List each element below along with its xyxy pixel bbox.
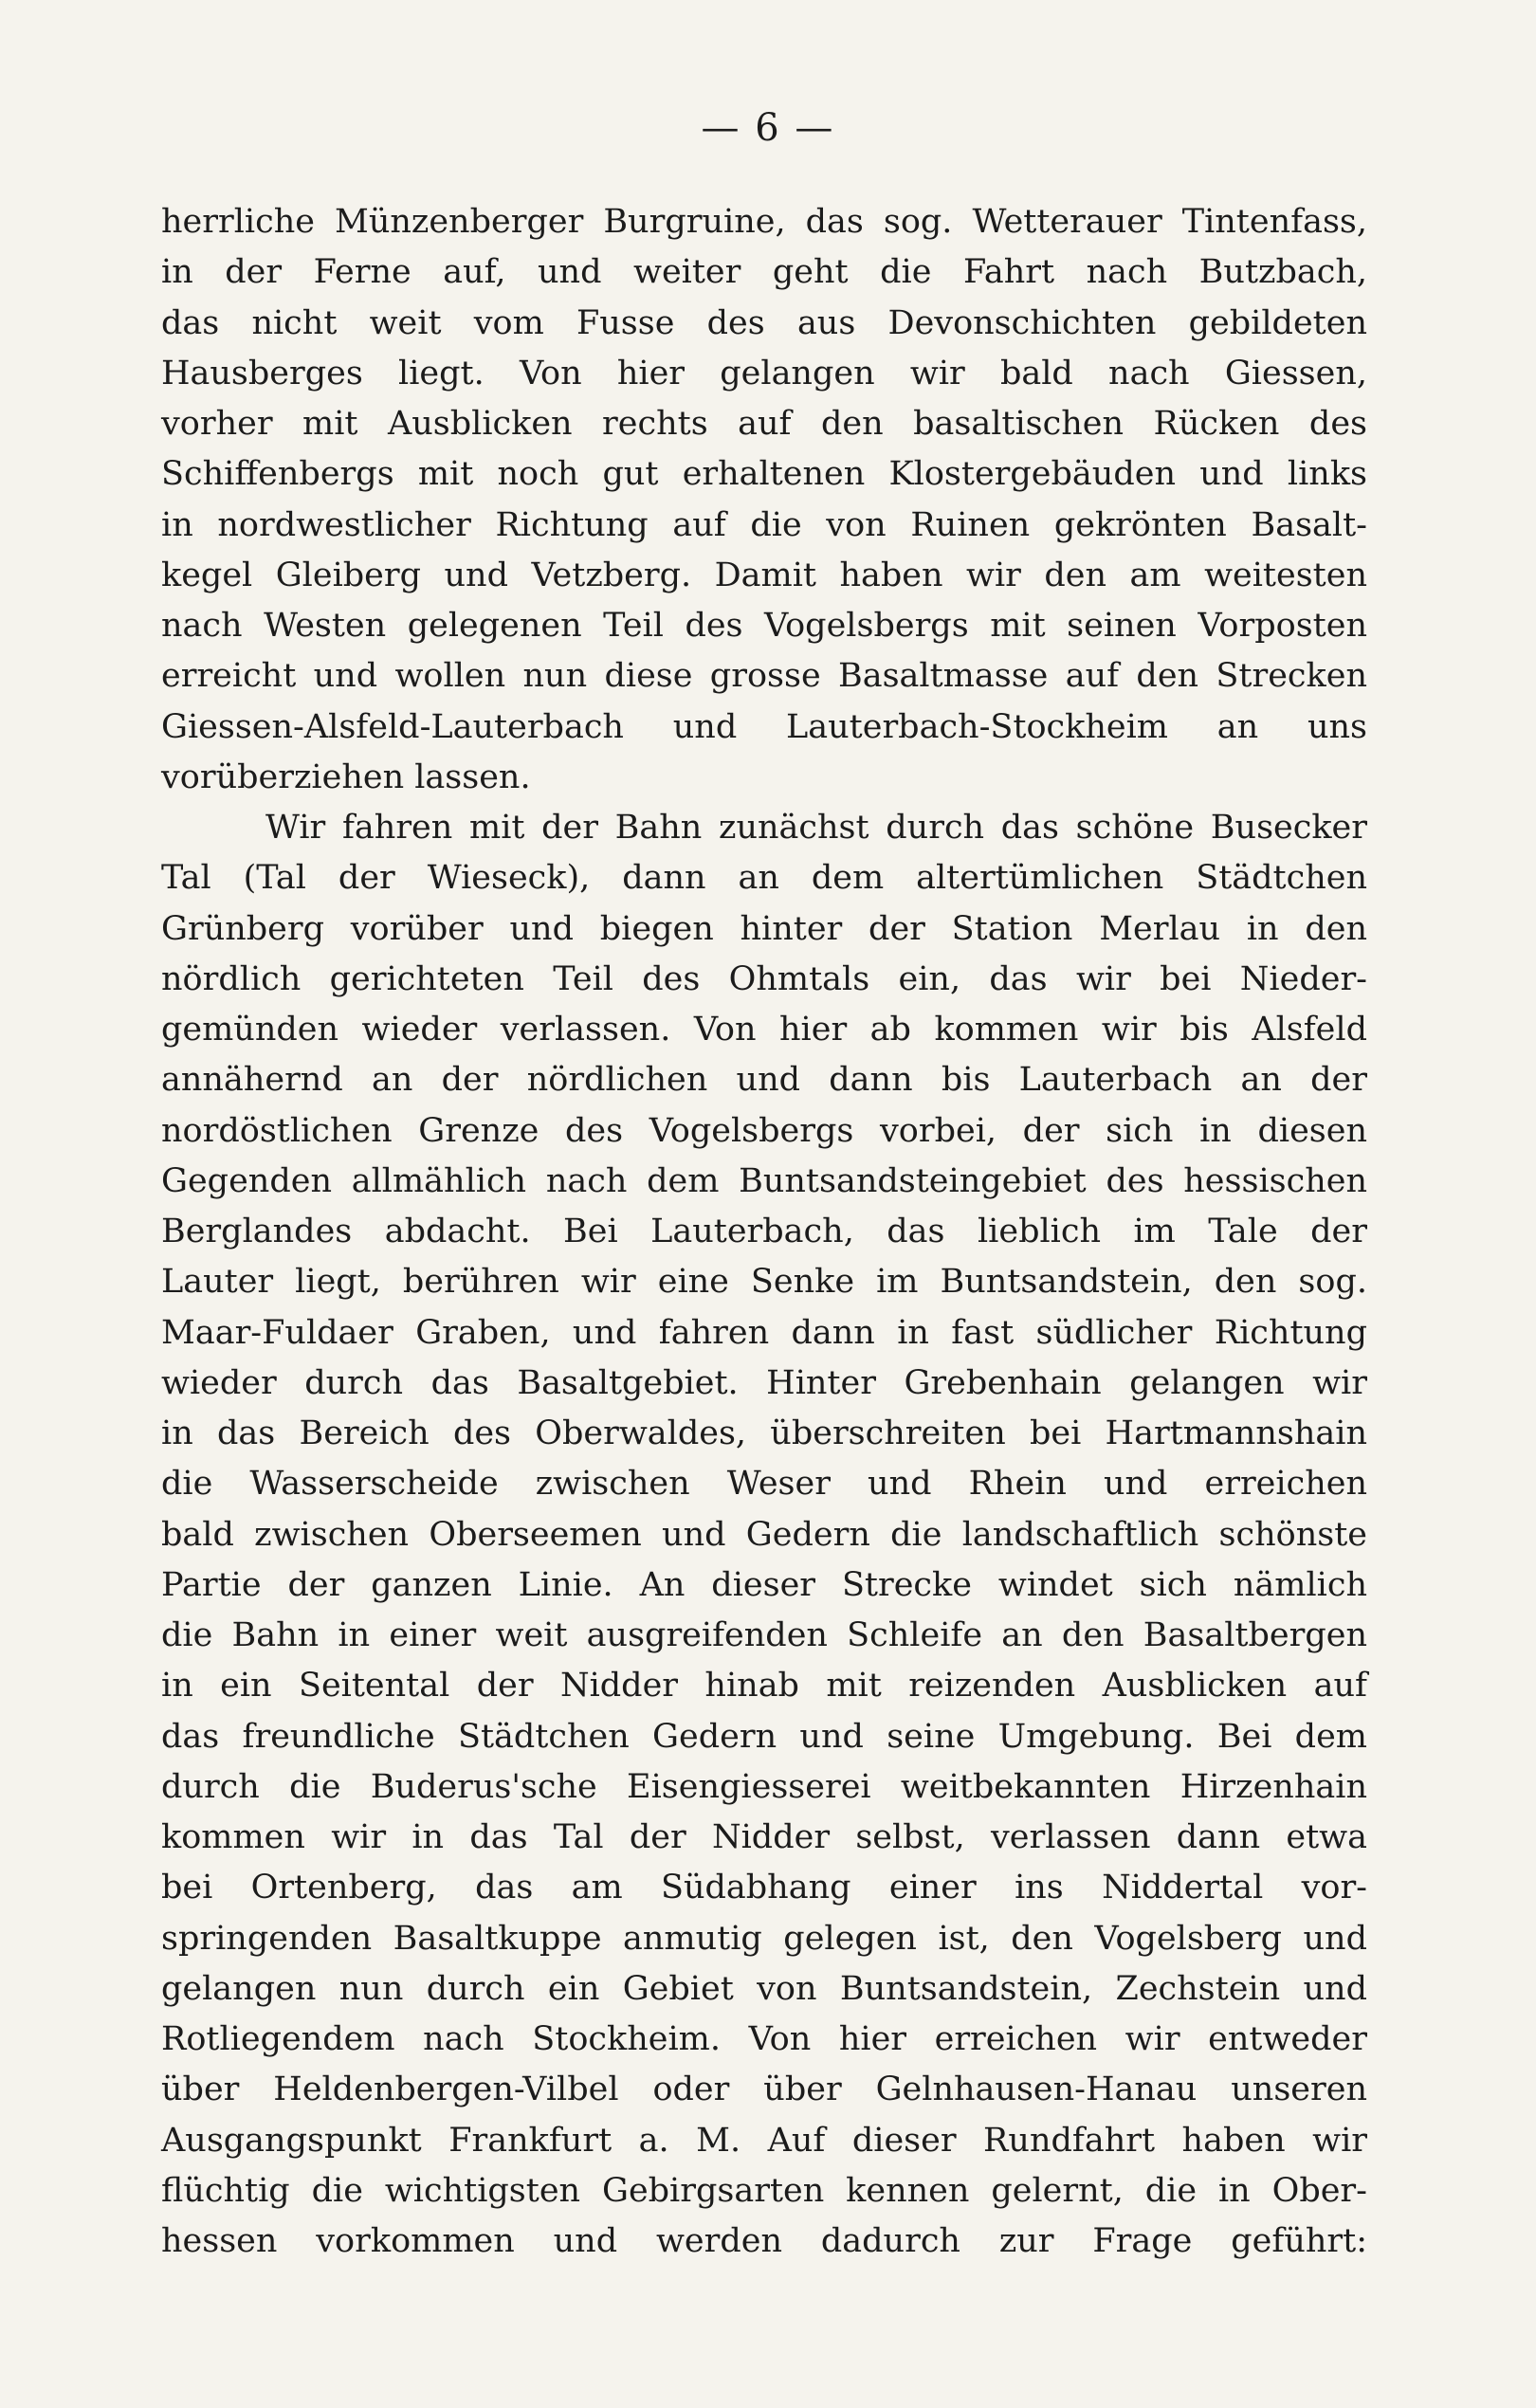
text-line: Ausgangspunkt Frankfurt a. M. Auf dieser Rundfahrt haben wir [161,2121,1367,2160]
text-line: erreicht und wollen nun diese grosse Basaltmasse auf den Strecken [161,657,1367,696]
text-line: kommen wir in das Tal der Nidder selbst, verlassen dann etwa [161,1818,1367,1856]
text-line: durch die Buderus'sche Eisengiesserei weitbekannten Hirzenhain [161,1767,1367,1806]
text-line: gelangen nun durch ein Gebiet von Buntsandstein, Zechstein und [161,1969,1367,2008]
text-line: Berglandes abdacht. Bei Lauterbach, das lieblich im Tale der [161,1213,1367,1250]
text-line: springenden Basaltkuppe anmutig gelegen ist, den Vogelsberg und [161,1919,1367,1958]
text-line: vorüberziehen lassen. [161,757,531,796]
text-line: bei Ortenberg, das am Südabhang einer ins Niddertal vor- [161,1869,1367,1907]
text-line: das freundliche Städtchen Gedern und seine Umgebung. Bei dem [161,1717,1367,1756]
text-line: die Wasserscheide zwischen Weser und Rhein und erreichen [161,1465,1367,1504]
text-line: Tal (Tal der Wieseck), dann an dem altertümlichen Städtchen [161,859,1367,898]
text-line: in das Bereich des Oberwaldes, überschreiten bei Hartmannshain [161,1414,1367,1452]
text-line: das nicht weit vom Fusse des aus Devonschichten gebildeten [161,303,1367,342]
text-line: in ein Seitental der Nidder hinab mit reizenden Ausblicken auf [161,1667,1367,1706]
text-line: kegel Gleiberg und Vetzberg. Damit haben wir den am weitesten [161,556,1367,594]
text-line: bald zwischen Oberseemen und Gedern die landschaftlich schönste [161,1515,1367,1554]
text-line: Grünberg vorüber und biegen hinter der Station Merlau in den [161,909,1367,948]
text-line: nach Westen gelegenen Teil des Vogelsbergs mit seinen Vorposten [161,607,1367,645]
text-line: Hausberges liegt. Von hier gelangen wir bald nach Giessen, [161,354,1367,392]
text-line: herrliche Münzenberger Burgruine, das sog. Wetterauer Tintenfass, [161,203,1367,241]
text-line: flüchtig die wichtigsten Gebirgsarten kennen gelernt, die in Ober- [161,2171,1367,2210]
text-line: Maar-Fuldaer Graben, und fahren dann in fast südlicher Richtung [161,1313,1367,1352]
text-line: nördlich gerichteten Teil des Ohmtals ein, das wir bei Nieder- [161,959,1367,998]
text-line: die Bahn in einer weit ausgreifenden Schleife an den Basaltbergen [161,1616,1367,1654]
text-line: Wir fahren mit der Bahn zunächst durch das schöne Busecker [265,809,1367,847]
text-line: Gegenden allmählich nach dem Buntsandsteingebiet des hessischen [161,1161,1367,1200]
text-line: Partie der ganzen Linie. An dieser Strecke windet sich nämlich [161,1565,1367,1604]
text-line: in nordwestlicher Richtung auf die von Ruinen gekrönten Basalt- [161,505,1367,544]
text-line: in der Ferne auf, und weiter geht die Fahrt nach Butzbach, [161,253,1367,292]
text-line: Rotliegendem nach Stockheim. Von hier erreichen wir entweder [161,2020,1367,2058]
text-line: gemünden wieder verlassen. Von hier ab kommen wir bis Alsfeld [161,1011,1367,1049]
text-line: wieder durch das Basaltgebiet. Hinter Grebenhain gelangen wir [161,1363,1367,1402]
text-line: annähernd an der nördlichen und dann bis Lauterbach an der [161,1061,1367,1100]
text-line: hessen vorkommen und werden dadurch zur Frage geführt: [161,2222,1367,2260]
text-line: Giessen-Alsfeld-Lauterbach und Lauterbach-Stockheim an uns [161,707,1367,746]
body-text [161,197,1367,2267]
page-number: — 6 — [701,106,835,150]
text-line: Lauter liegt, berühren wir eine Senke im Buntsandstein, den sog. [161,1263,1367,1302]
text-line: vorher mit Ausblicken rechts auf den basaltischen Rücken des [161,405,1367,443]
text-line: Schiffenbergs mit noch gut erhaltenen Klostergebäuden und links [161,455,1367,494]
text-line: nordöstlichen Grenze des Vogelsbergs vorbei, der sich in diesen [161,1111,1367,1150]
text-line: über Heldenbergen-Vilbel oder über Gelnhausen-Hanau unseren [161,2071,1367,2109]
